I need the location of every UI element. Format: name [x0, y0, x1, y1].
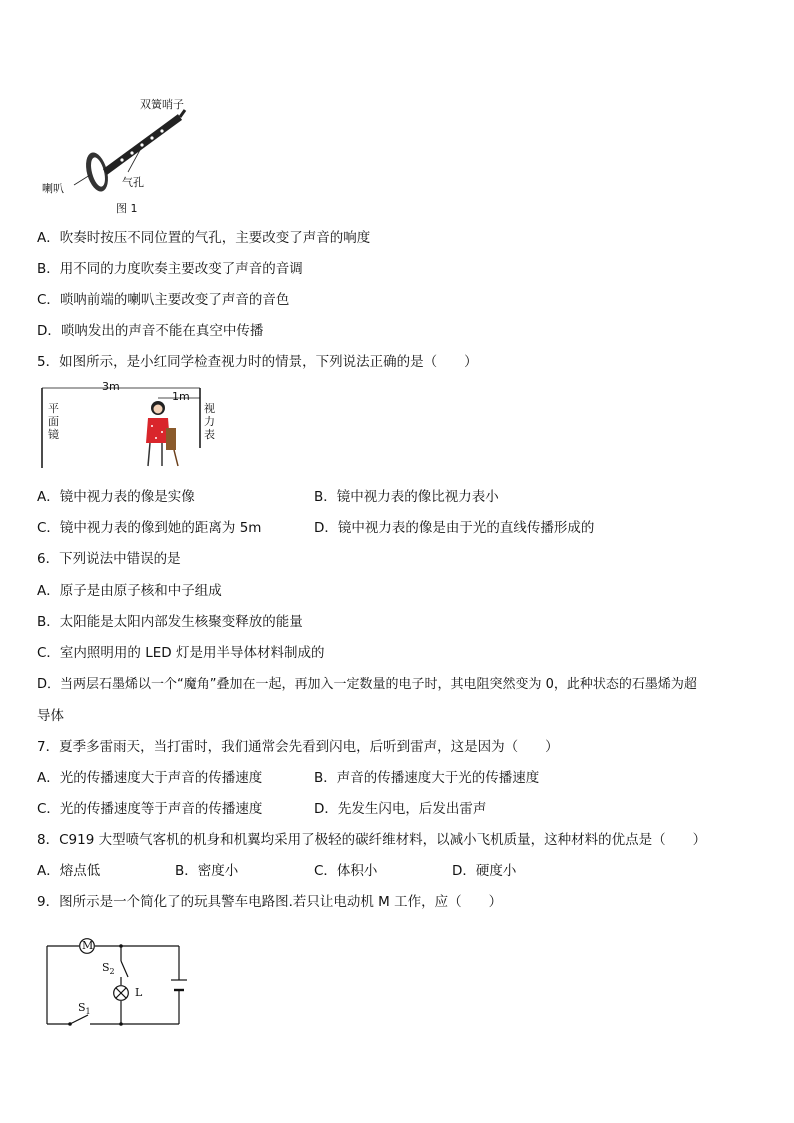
eye-test-illustration — [38, 378, 228, 476]
circuit-diagram — [40, 933, 190, 1028]
lamp-label: L — [135, 986, 143, 999]
suona-figure — [40, 90, 200, 215]
q8-option-d: D．硬度小 — [452, 863, 517, 879]
q7-option-b: B．声音的传播速度大于光的传播速度 — [314, 770, 540, 786]
q5-option-c: C．镜中视力表的像到她的距离为 5m — [37, 520, 262, 536]
q8-stem: 8．C919 大型喷气客机的机身和机翼均采用了极轻的碳纤维材料，以减小飞机质量，这种材料的优点是（ ） — [37, 832, 707, 848]
q5-option-a: A．镜中视力表的像是实像 — [37, 489, 195, 505]
q6-option-d-cont: 导体 — [37, 708, 64, 724]
q6-option-b: B．太阳能是太阳内部发生核聚变释放的能量 — [37, 614, 303, 630]
q7-option-d: D．先发生闪电，后发出雷声 — [314, 801, 487, 817]
q4-option-b: B．用不同的力度吹奏主要改变了声音的音调 — [37, 261, 303, 277]
q7-stem: 7．夏季多雷雨天，当打雷时，我们通常会先看到闪电，后听到雷声，这是因为（ ） — [37, 739, 559, 755]
q6-option-d: D．当两层石墨烯以一个“魔角”叠加在一起，再加入一定数量的电子时，其电阻突然变为 0，此种状态的石墨烯为超 — [37, 677, 697, 692]
eye-test-figure — [38, 378, 228, 476]
circuit-wires — [40, 933, 190, 1028]
q4-option-d: D．唢呐发出的声音不能在真空中传播 — [37, 323, 264, 339]
switch-s2-label: $S_2$ — [102, 961, 115, 977]
label-hole: 气孔 — [122, 176, 144, 189]
q8-option-a: A．熔点低 — [37, 863, 101, 879]
figure-caption: 图 1 — [116, 202, 138, 215]
q5-option-d: D．镜中视力表的像是由于光的直线传播形成的 — [314, 520, 595, 536]
q5-stem: 5．如图所示，是小红同学检查视力时的情景，下列说法正确的是（ ） — [37, 354, 478, 370]
label-chart: 视力表 — [204, 402, 215, 441]
q6-stem: 6．下列说法中错误的是 — [37, 551, 181, 567]
lamp-icon — [113, 985, 129, 1001]
q4-option-c: C．唢呐前端的喇叭主要改变了声音的音色 — [37, 292, 290, 308]
motor-label: M — [82, 939, 94, 952]
label-3m: 3m — [102, 380, 120, 393]
q4-option-a: A．吹奏时按压不同位置的气孔，主要改变了声音的响度 — [37, 230, 371, 246]
q8-option-b: B．密度小 — [175, 863, 239, 879]
q7-option-c: C．光的传播速度等于声音的传播速度 — [37, 801, 263, 817]
q6-option-a: A．原子是由原子核和中子组成 — [37, 583, 222, 599]
label-reed: 双簧哨子 — [140, 98, 184, 111]
q8-option-c: C．体积小 — [314, 863, 378, 879]
label-mirror: 平面镜 — [48, 402, 59, 441]
q5-option-b: B．镜中视力表的像比视力表小 — [314, 489, 499, 505]
label-1m: 1m — [172, 390, 190, 403]
q9-stem: 9．图所示是一个简化了的玩具警车电路图.若只让电动机 M 工作，应（ ） — [37, 894, 503, 910]
q6-option-c: C．室内照明用的 LED 灯是用半导体材料制成的 — [37, 645, 325, 661]
label-horn: 喇叭 — [42, 182, 64, 195]
switch-s1-label: $S_1$ — [78, 1001, 91, 1017]
q7-option-a: A．光的传播速度大于声音的传播速度 — [37, 770, 263, 786]
